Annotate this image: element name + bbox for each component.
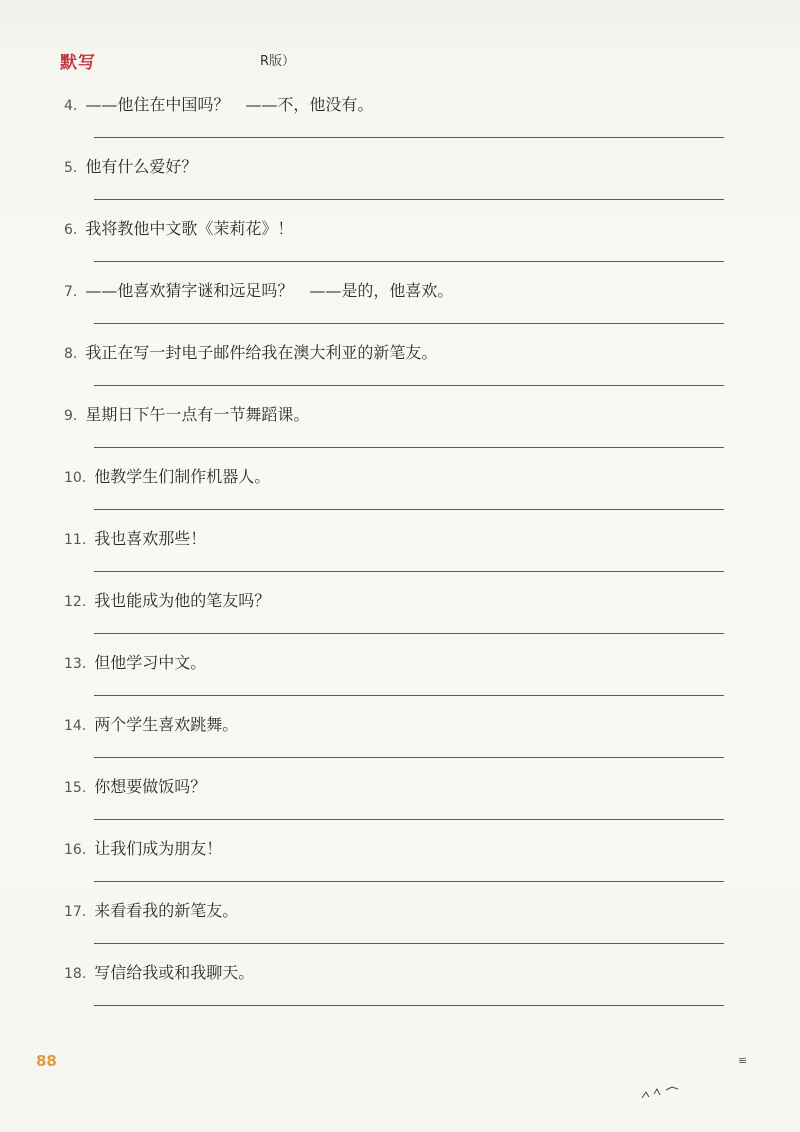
answer-line[interactable]: [94, 819, 724, 820]
exercise-item: [64, 528, 744, 590]
answer-line[interactable]: [94, 447, 724, 448]
exercise-sentence: 星期日下午一点有一节舞蹈课。: [85, 405, 310, 424]
answer-line[interactable]: [94, 385, 724, 386]
exercise-number: 4.: [64, 98, 78, 114]
exercise-item: [64, 776, 744, 838]
exercise-prompt: [64, 342, 437, 365]
exercise-prompt: [64, 652, 206, 675]
exercise-prompt: [64, 776, 206, 799]
exercise-sentence: ——他住在中国吗？ ——不，他没有。: [85, 95, 374, 114]
exercise-item: [64, 900, 744, 962]
exercise-sentence: ——他喜欢猜字谜和远足吗？ ——是的，他喜欢。: [85, 281, 454, 300]
exercise-number: 18.: [64, 966, 87, 982]
pencil-scribble: [640, 1080, 690, 1102]
page-header: [60, 48, 460, 72]
exercise-item: [64, 652, 744, 714]
exercise-prompt: [64, 94, 373, 117]
exercise-item: [64, 404, 744, 466]
answer-line[interactable]: [94, 633, 724, 634]
answer-line[interactable]: [94, 323, 724, 324]
exercise-prompt: [64, 466, 270, 489]
exercise-sentence: 来看看我的新笔友。: [94, 901, 239, 920]
exercise-number: 8.: [64, 346, 78, 362]
exercise-sentence: 他有什么爱好？: [85, 157, 198, 176]
answer-line[interactable]: [94, 509, 724, 510]
exercise-item: [64, 94, 744, 156]
exercise-item: [64, 714, 744, 776]
exercise-number: 11.: [64, 532, 87, 548]
exercise-sentence: 我正在写一封电子邮件给我在澳大利亚的新笔友。: [85, 343, 438, 362]
exercise-item: [64, 838, 744, 900]
header-brand: 默写: [60, 53, 96, 73]
exercise-number: 17.: [64, 904, 87, 920]
answer-line[interactable]: [94, 571, 724, 572]
answer-line[interactable]: [94, 199, 724, 200]
exercise-prompt: [64, 218, 293, 241]
exercise-item: [64, 962, 744, 1024]
exercise-item: [64, 218, 744, 280]
corner-mark: ≌: [738, 1054, 748, 1067]
exercise-prompt: [64, 404, 309, 427]
exercise-number: 10.: [64, 470, 87, 486]
exercise-prompt: [64, 900, 238, 923]
answer-line[interactable]: [94, 757, 724, 758]
exercise-number: 5.: [64, 160, 78, 176]
exercise-item: [64, 466, 744, 528]
answer-line[interactable]: [94, 943, 724, 944]
exercise-sentence: 让我们成为朋友！: [94, 839, 223, 858]
header-edition: R版）: [260, 54, 296, 69]
answer-line[interactable]: [94, 1005, 724, 1006]
exercise-number: 14.: [64, 718, 87, 734]
exercise-item: [64, 342, 744, 404]
exercise-prompt: [64, 280, 453, 303]
answer-line[interactable]: [94, 881, 724, 882]
exercise-sentence: 我也喜欢那些！: [94, 529, 207, 548]
exercise-number: 15.: [64, 780, 87, 796]
exercise-prompt: [64, 528, 206, 551]
answer-line[interactable]: [94, 695, 724, 696]
exercise-number: 7.: [64, 284, 78, 300]
exercise-sentence: 我将教他中文歌《茉莉花》！: [85, 219, 294, 238]
exercise-prompt: [64, 838, 222, 861]
exercise-number: 13.: [64, 656, 87, 672]
exercise-number: 9.: [64, 408, 78, 424]
exercise-sentence: 他教学生们制作机器人。: [94, 467, 271, 486]
exercise-item: [64, 590, 744, 652]
exercise-sentence: 你想要做饭吗？: [94, 777, 207, 796]
exercise-item: [64, 156, 744, 218]
exercise-prompt: [64, 156, 197, 179]
exercise-number: 12.: [64, 594, 87, 610]
exercise-number: 16.: [64, 842, 87, 858]
page-number: 88: [36, 1052, 57, 1070]
exercise-prompt: [64, 714, 238, 737]
exercise-sentence: 我也能成为他的笔友吗？: [94, 591, 271, 610]
exercise-item: [64, 280, 744, 342]
exercise-sentence: 两个学生喜欢跳舞。: [94, 715, 239, 734]
exercise-sentence: 写信给我或和我聊天。: [94, 963, 255, 982]
answer-line[interactable]: [94, 137, 724, 138]
exercise-sentence: 但他学习中文。: [94, 653, 207, 672]
exercise-number: 6.: [64, 222, 78, 238]
exercise-prompt: [64, 590, 270, 613]
exercise-prompt: [64, 962, 254, 985]
answer-line[interactable]: [94, 261, 724, 262]
